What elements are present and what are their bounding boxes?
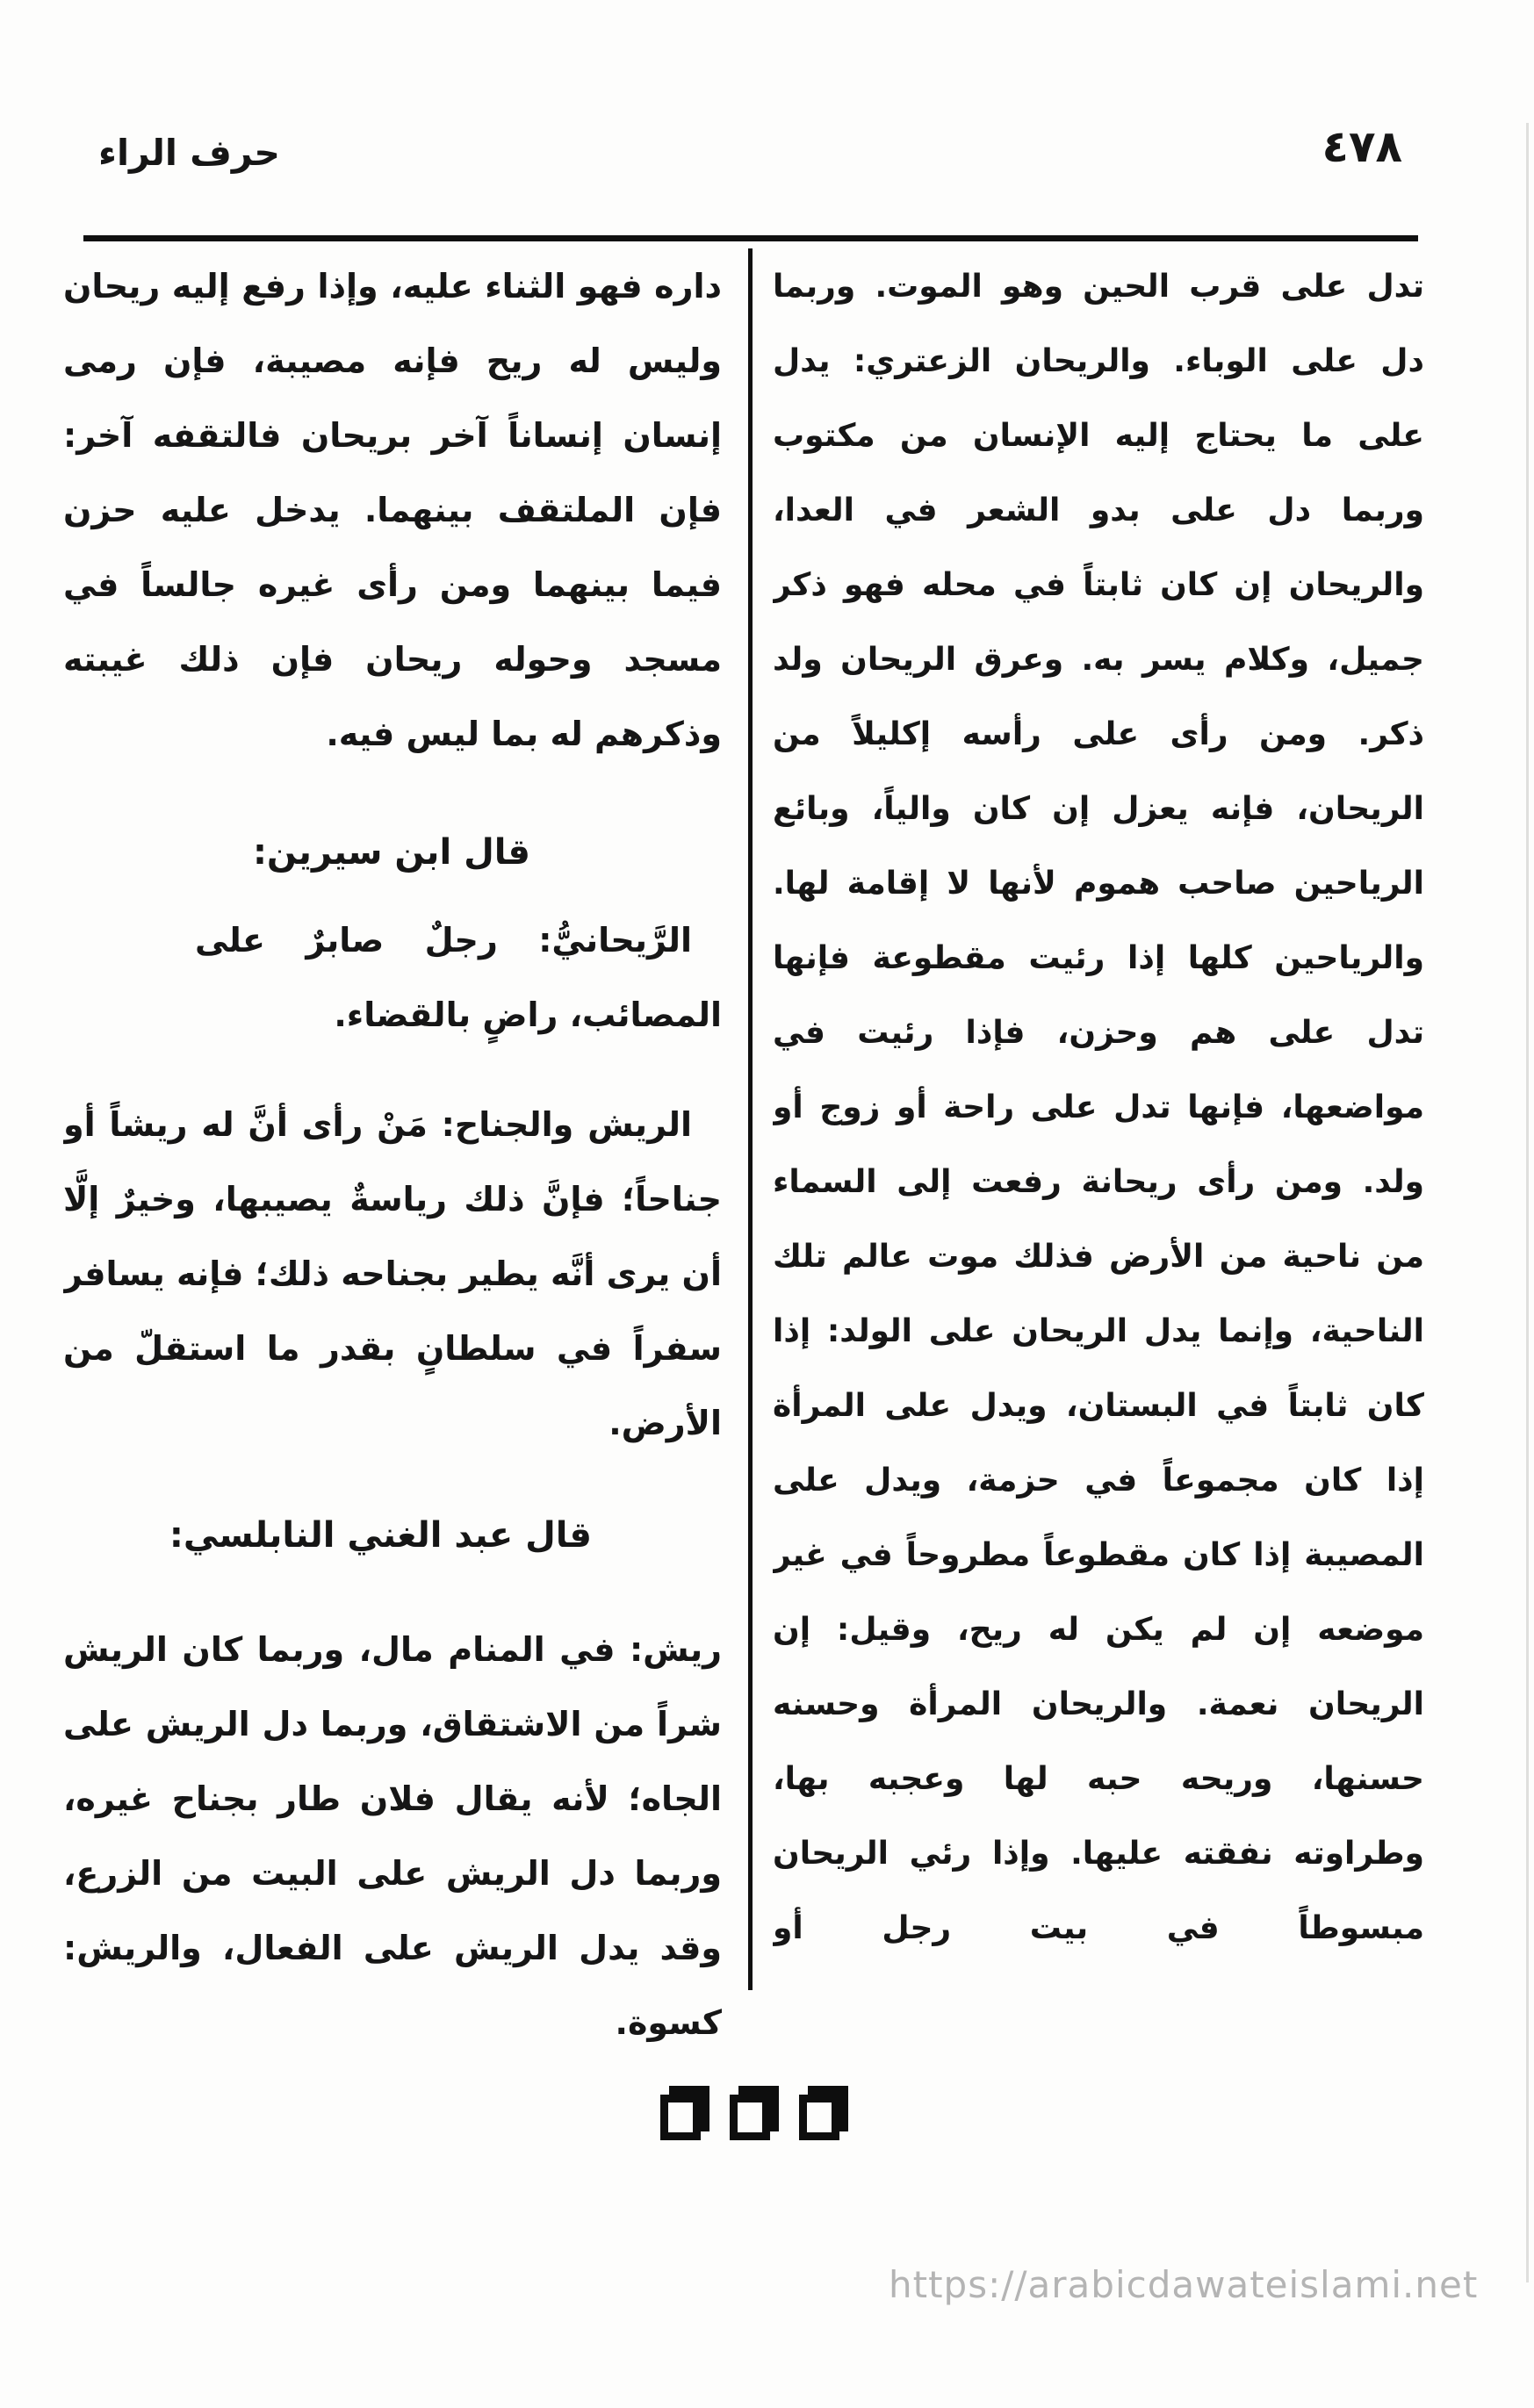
entry-rayhani: الرَّيحانيُّ: رجلٌ صابرٌ على المصائب، راضٍ بالقضاء. (195, 921, 722, 1034)
page-number: ٤٧٨ (1322, 121, 1402, 172)
column-divider (748, 248, 753, 1990)
entry-reesh: ريش: في المنام مال، وربما كان الريش شراً من الاشتقاق، وربما دل الريش على الجاه؛ لأنه يقال فلان طار بجناح غيره، وربما دل الريش على البيت من الزرع، وقد يدل الريش على الفعال، والريش: كسوة. (63, 1630, 722, 2042)
scan-edge-artifact (1526, 123, 1529, 2282)
ornament-square-icon (730, 2095, 770, 2140)
ornament-square-icon (799, 2095, 839, 2140)
ornament-square-icon (660, 2095, 701, 2140)
left-column-paragraph-continuation: داره فهو الثناء عليه، وإذا رفع إليه ريحان وليس له ريح فإنه مصيبة، فإن رمى إنسان إنساناً آخر بريحان فالتقفه آخر: فإن الملتقف بينهما. يدخل عليه حزن فيما بينهما ومن رأى غيره جالساً في مسجد وحوله ريحان فإن ذلك غيبته وذكرهم له بما ليس فيه. (63, 267, 722, 753)
right-column (773, 249, 1424, 2074)
chapter-title: حرف الراء (98, 132, 280, 174)
heading-abdul-ghani-nabulsi: قال عبد الغني النابلسي: (169, 1515, 592, 1556)
left-column (63, 249, 722, 2075)
section-end-ornament (660, 2095, 839, 2140)
watermark-url: https://arabicdawateislami.net (889, 2263, 1479, 2306)
heading-ibn-sirin: قال ابن سيرين: (252, 832, 530, 873)
header-rule (83, 235, 1418, 241)
entry-feather-and-wing: الريش والجناح: مَنْ رأى أنَّ له ريشاً أو جناحاً؛ فإنَّ ذلك رياسةٌ يصيبها، وخيرٌ إلَّا أن يرى أنَّه يطير بجناحه ذلك؛ فإنه يسافر سفراً في سلطانٍ بقدر ما استقلّ من الأرض. (63, 1105, 722, 1442)
right-column-paragraph: تدل على قرب الحين وهو الموت. وربما دل على الوباء. والريحان الزعتري: يدل على ما يحتاج إليه الإنسان من مكتوب وربما دل على بدو الشعر في العدا، والريحان إن كان ثابتاً في محله فهو ذكر جميل، وكلام يسر به. وعرق الريحان ولد ذكر. ومن رأى على رأسه إكليلاً من الريحان، فإنه يعزل إن كان والياً، وبائع الرياحين صاحب هموم لأنها لا إقامة لها. والرياحين كلها إذا رئيت مقطوعة فإنها تدل على هم وحزن، فإذا رئيت في مواضعها، فإنها تدل على راحة أو زوج أو ولد. ومن رأى ريحانة رفعت إلى السماء من ناحية من الأرض فذلك موت عالم تلك الناحية، وإنما يدل الريحان على الولد: إذا كان ثابتاً في البستان، ويدل على المرأة إذا كان مجموعاً في حزمة، ويدل على المصيبة إذا كان مقطوعاً مطروحاً في غير موضعه إن لم يكن له ريح، وقيل: إن الريحان نعمة. والريحان المرأة وحسنه حسنها، وريحه حبه لها وعجبه بها، وطراوته نفقته عليها. وإذا رئي الريحان مبسوطاً في بيت رجل أو (773, 269, 1424, 1946)
